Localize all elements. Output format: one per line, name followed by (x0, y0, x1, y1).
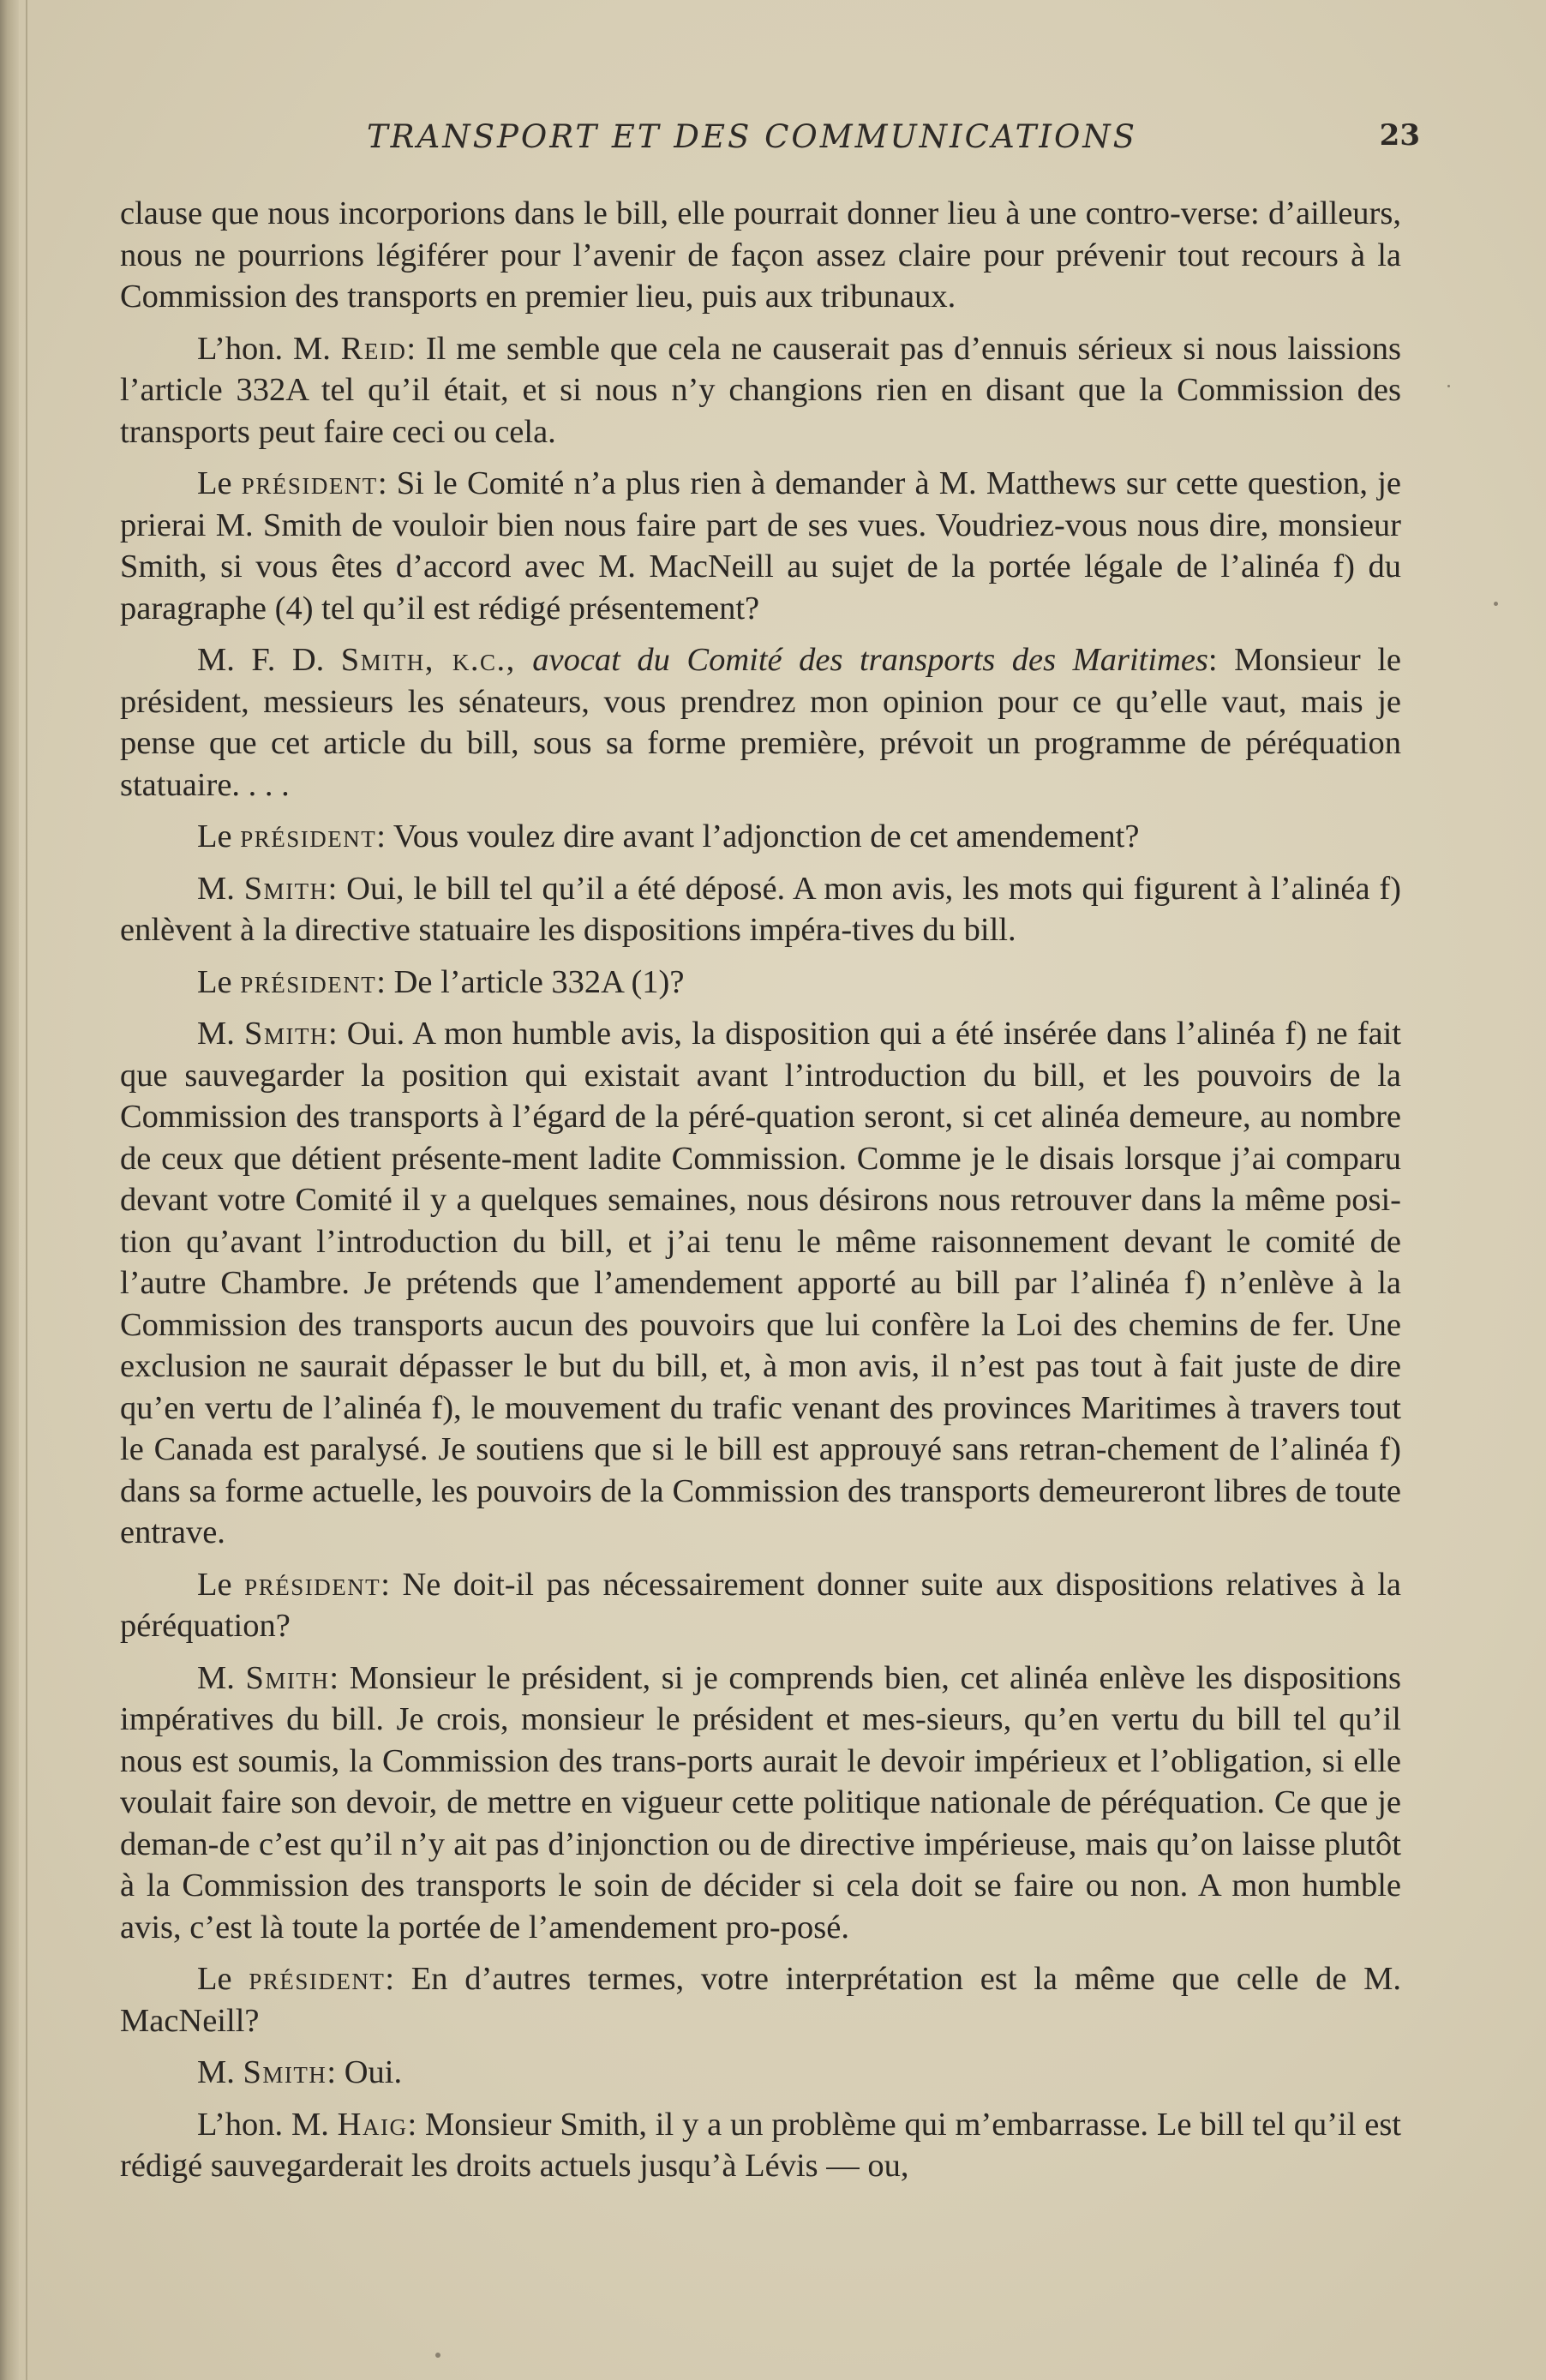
paragraph-2 (120, 328, 1401, 453)
paragraph-text: : Oui, le bill tel qu’il a été déposé. A mon avis, les mots qui figurent à l’alinéa f) enlèvent à la directive statuaire les dispositions impéra-tives du bill. (120, 870, 1402, 948)
speaker-name: Haig (337, 2106, 408, 2143)
paragraph-text: : Vous voulez dire avant l’adjonction de cet amendement? (376, 818, 1140, 854)
page-binding-line (26, 0, 27, 2380)
speaker-prefix: Le (197, 818, 232, 854)
speaker-prefix: M. F. D. (197, 642, 325, 678)
paragraph-text: : Si le Comité n’a plus rien à demander à M. Matthews sur cette question, je prierai M. Smith de vouloir bien nous faire part de ses vues. Voudriez-vous nous dire, monsieur Smith, si vous êtes d’accord avec M. MacNeill au sujet de la portée légale de l’alinéa f) du paragraphe (4) tel qu’il est rédigé présentement? (120, 465, 1401, 626)
speaker-name: Smith (243, 2054, 327, 2090)
paragraph-text: clause que nous incorporions dans le bill, elle pourrait donner lieu à une contro-verse: d’ailleurs, nous ne pourrions légiférer pour l’avenir de façon assez claire pour prévenir tout recours à la Commission des transports en premier lieu, puis aux tribunaux. (120, 195, 1401, 315)
speaker-name: Smith (244, 1016, 328, 1052)
speaker-name: président (241, 465, 378, 501)
speaker-prefix: Le (197, 1566, 232, 1603)
paragraph-8 (120, 1013, 1401, 1554)
paper-speck (1494, 602, 1498, 606)
paragraph-10 (120, 1658, 1401, 1949)
paragraph-text: : Il me semble que cela ne causerait pas d’ennuis sérieux si nous laissions l’article 332A tel qu’il était, et si nous n’y changions rien en disant que la Commission des transports peut faire ceci ou cela. (120, 330, 1401, 450)
paragraph-text: : Oui. A mon humble avis, la disposition qui a été insérée dans l’alinéa f) ne fait que sauvegarder la position qui existait avant l’introduction du bill, et les pouvoirs de la Commission des transports à l’égard de la péré-quation seront, si cet alinéa demeure, au nombre de ceux que détient présente-ment ladite Commission. Comme je le disais lorsque j’ai comparu devant votre Comité il y a quelques semaines, nous désirons nous retrouver dans la même posi-tion qu’avant l’introduction du bill, et j’ai tenu le même raisonnement devant le comité de l’autre Chambre. Je prétends que l’amendement apporté au bill par l’alinéa f) n’enlève à la Commission des transports aucun des pouvoirs que lui confère la Loi des chemins de fer. Une exclusion ne saurait dépasser le but du bill, et, à mon avis, il n’est pas tout à fait juste de dire qu’en vertu de l’alinéa f), le mouvement du trafic venant des provinces Maritimes à travers tout le Canada est paralysé. Je soutiens que si le bill est approuyé sans retran-chement de l’alinéa f) dans sa forme actuelle, les pouvoirs de la Commission des transports demeureront libres de toute entrave. (120, 1016, 1402, 1550)
paper-speck (435, 2353, 440, 2358)
speaker-prefix: M. (197, 2054, 235, 2090)
speaker-prefix: M. (197, 1659, 235, 1696)
paragraph-text: : Ne doit-il pas nécessairement donner suite aux dispositions relatives à la péréquation? (120, 1566, 1401, 1644)
speaker-name: Smith (245, 1659, 330, 1696)
paragraph-11 (120, 1958, 1401, 2041)
paragraph-text: : De l’article 332A (1)? (376, 963, 685, 1000)
paragraph-13 (120, 2104, 1401, 2187)
paragraph-9 (120, 1564, 1401, 1647)
speaker-suffix: , k.c., (424, 642, 516, 678)
speaker-prefix: Le (197, 465, 232, 501)
speaker-prefix: L’hon. M. (197, 330, 331, 367)
speaker-role: avocat du Comité des transports des Maritimes (532, 642, 1208, 678)
paper-speck (1447, 385, 1450, 387)
paragraph-text: : Monsieur Smith, il y a un problème qui m’embarrasse. Le bill tel qu’il est rédigé sauvegarderait les droits actuels jusqu’à Lévis — ou, (120, 2106, 1401, 2184)
paragraph-5 (120, 816, 1401, 858)
paragraph-12 (120, 2052, 1401, 2094)
page-number: 23 (1379, 118, 1420, 153)
speaker-name: président (249, 1961, 386, 1997)
paragraph-text: : Monsieur le président, si je comprends bien, cet alinéa enlève les dispositions impératives du bill. Je crois, monsieur le président et mes-sieurs, qu’en vertu du bill tel qu’il nous est soumis, la Commission des trans-ports aurait le devoir impérieux et l’obligation, si elle voulait faire son devoir, de mettre en vigueur cette politique nationale de péréquation. Ce que je deman-de c’est qu’il n’y ait pas d’injonction ou de directive impérieuse, mais qu’on laisse plutôt à la Commission des transports le soin de décider si cela doit se faire ou non. A mon humble avis, c’est là toute la portée de l’amendement pro-posé. (120, 1659, 1402, 1945)
running-title: TRANSPORT ET DES COMMUNICATIONS (367, 118, 1138, 155)
paragraph-text: : Monsieur le président, messieurs les sénateurs, vous prendrez mon opinion pour ce qu’elle vaut, mais je pense que cet article du bill, sous sa forme première, prévoit un programme de péréquation statuaire. . . . (120, 642, 1401, 803)
speaker-name: Reid (340, 330, 407, 367)
paragraph-6 (120, 868, 1401, 951)
paragraph-3 (120, 463, 1401, 629)
speaker-prefix: M. (197, 1016, 235, 1052)
body-text (120, 193, 1401, 2197)
speaker-name: président (240, 963, 377, 1000)
paragraph-text: : Oui. (327, 2054, 403, 2090)
paragraph-1 (120, 193, 1401, 318)
speaker-prefix: Le (197, 963, 232, 1000)
speaker-name: Smith (340, 642, 425, 678)
page-header (120, 118, 1420, 170)
paragraph-7 (120, 962, 1401, 1004)
paragraph-text: : En d’autres termes, votre interprétation est la même que celle de M. MacNeill? (120, 1961, 1402, 2039)
paragraph-4 (120, 639, 1401, 806)
speaker-name: président (244, 1566, 381, 1603)
speaker-prefix: Le (197, 1961, 232, 1997)
page-spine-shadow (0, 0, 19, 2380)
speaker-name: président (240, 818, 377, 854)
speaker-prefix: M. (197, 870, 235, 907)
speaker-name: Smith (243, 870, 328, 907)
speaker-prefix: L’hon. M. (197, 2106, 329, 2143)
